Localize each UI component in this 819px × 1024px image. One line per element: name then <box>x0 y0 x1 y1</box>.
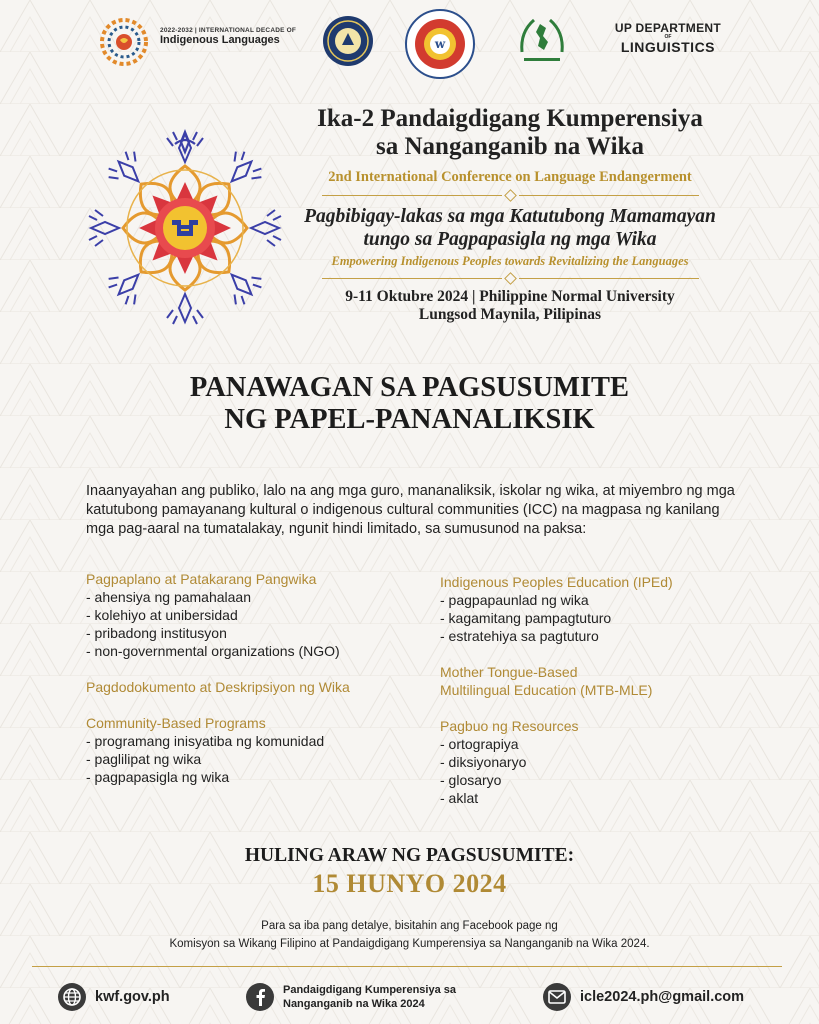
conference-title-line1: Ika-2 Pandaigdigang Kumperensiya <box>317 105 703 132</box>
conference-title-line2: sa Nanganganib na Wika <box>376 133 644 160</box>
theme-filipino <box>290 205 730 251</box>
facebook-line1: Pandaigdigang Kumperensiya sa <box>283 984 456 996</box>
topic-item: - pagpapasigla ng wika <box>86 769 230 785</box>
conference-title-block <box>290 105 730 324</box>
conference-emblem <box>85 128 285 328</box>
deadline-block <box>0 845 819 899</box>
details-note <box>0 917 819 953</box>
venue-location-line: Lungsod Maynila, Pilipinas <box>418 305 602 323</box>
topic-heading: Pagdodokumento at Deskripsiyon ng Wika <box>86 679 350 695</box>
theme-line2: tungo sa Pagpapasigla ng mga Wika <box>363 229 657 250</box>
email-link[interactable]: icle2024.ph@gmail.com <box>580 989 745 1005</box>
topic-item: - ortograpiya <box>440 736 519 752</box>
idil-languages-text: Indigenous Languages <box>160 34 280 47</box>
theme-english: Empowering Indigenous Peoples towards Revitalizing the Languages <box>331 254 689 268</box>
topic-item: - pribadong institusyon <box>86 625 227 641</box>
idil-decade-text: 2022-2032 | INTERNATIONAL DECADE OF <box>160 27 297 34</box>
facebook-icon <box>246 983 274 1011</box>
up-department-text: UP DEPARTMENT <box>614 21 721 35</box>
topics-right-column <box>440 573 760 807</box>
ornament-divider <box>290 191 730 200</box>
up-linguistics-text: LINGUISTICS <box>620 38 716 55</box>
pnu-seal <box>322 15 374 67</box>
conference-title <box>290 105 730 161</box>
venue-date-line: 9-11 Oktubre 2024 | Philippine Normal University <box>345 288 675 305</box>
details-line2: Komisyon sa Wikang Filipino at Pandaigdigang Kumperensiya sa Nanganganib na Wika 2024. <box>169 938 650 950</box>
idil-wordmark <box>160 27 296 46</box>
topic-heading: Indigenous Peoples Education (IPEd) <box>440 574 673 590</box>
kwf-seal <box>404 8 476 80</box>
ornament-divider <box>290 274 730 283</box>
footer-divider <box>32 966 782 967</box>
deadline-label: HULING ARAW NG PAGSUSUMITE: <box>244 845 575 866</box>
conference-title-english: 2nd International Conference on Language Endangerment <box>328 169 692 185</box>
globe-icon <box>58 983 86 1011</box>
topic-item: - non-governmental organizations (NGO) <box>86 643 340 659</box>
departamento-filipino-logo <box>514 12 570 68</box>
topic-item: - paglilipat ng wika <box>86 751 202 767</box>
call-for-papers-heading <box>0 372 819 436</box>
footer-facebook[interactable] <box>246 983 456 1011</box>
topics-left-column <box>86 570 416 786</box>
idil-logo <box>95 17 153 67</box>
svg-text:w: w <box>434 37 446 51</box>
call-line1: PANAWAGAN SA PAGSUSUMITE <box>189 372 630 403</box>
topic-heading: Pagpaplano at Patakarang Pangwika <box>86 571 317 587</box>
topic-item: - estratehiya sa pagtuturo <box>440 628 599 644</box>
topic-item: - programang inisyatiba ng komunidad <box>86 733 325 749</box>
topic-heading: Mother Tongue-Based <box>440 664 578 680</box>
topic-heading: Pagbuo ng Resources <box>440 718 579 734</box>
details-line1: Para sa iba pang detalye, bisitahin ang Facebook page ng <box>261 920 558 932</box>
up-of-text: OF <box>664 33 672 40</box>
topic-heading: Multilingual Education (MTB-MLE) <box>440 682 653 698</box>
footer-website[interactable] <box>58 983 170 1011</box>
topic-item: - ahensiya ng pamahalaan <box>86 589 252 605</box>
topic-item: - kolehiyo at unibersidad <box>86 607 238 623</box>
intro-paragraph: Inaanyayahan ang publiko, lalo na ang mga guro, mananaliksik, iskolar ng wika, at miyembro ng mga katutubong pamayanang kultural o indigenous cultural communities (ICC) na magpasa ng kanilang mga pag-aaral na tumatalakay, ngunit hindi limitado, sa sumusunod na paksa: <box>86 483 735 537</box>
topic-item: - pagpapaunlad ng wika <box>440 592 589 608</box>
facebook-page-name[interactable] <box>283 983 456 1011</box>
topic-item: - kagamitang pampagtuturo <box>440 610 612 626</box>
website-link[interactable]: kwf.gov.ph <box>95 989 170 1005</box>
up-linguistics-logo <box>615 22 721 55</box>
facebook-line2: Nanganganib na Wika 2024 <box>283 998 425 1010</box>
footer-email[interactable] <box>543 983 744 1011</box>
call-line2: NG PAPEL-PANANALIKSIK <box>224 403 595 435</box>
mail-icon <box>543 983 571 1011</box>
venue-info <box>290 288 730 324</box>
topic-item: - diksiyonaryo <box>440 754 527 770</box>
topic-item: - glosaryo <box>440 772 502 788</box>
theme-line1: Pagbibigay-lakas sa mga Katutubong Mamamayan <box>304 206 716 227</box>
deadline-date: 15 HUNYO 2024 <box>312 869 507 898</box>
topic-heading: Community-Based Programs <box>86 715 266 731</box>
topic-item: - aklat <box>440 790 479 806</box>
